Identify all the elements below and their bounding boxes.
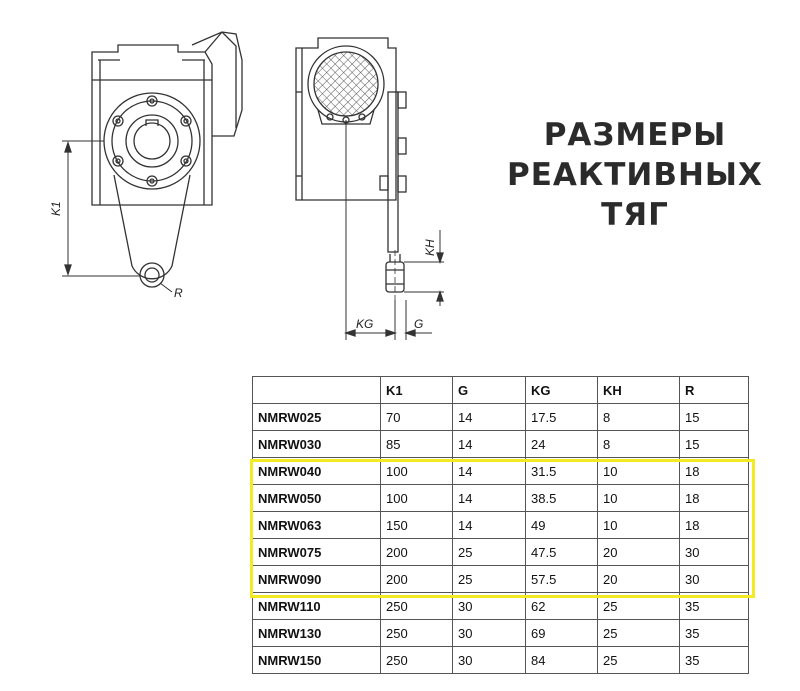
table-row — [253, 485, 749, 512]
table-cell: 70 — [381, 404, 453, 431]
table-row — [253, 620, 749, 647]
table-cell: 200 — [381, 539, 453, 566]
table-cell: 17.5 — [526, 404, 598, 431]
table-cell: 200 — [381, 566, 453, 593]
model-cell: NMRW040 — [253, 458, 381, 485]
model-cell: NMRW050 — [253, 485, 381, 512]
table-cell: 10 — [598, 485, 680, 512]
model-cell: NMRW075 — [253, 539, 381, 566]
table-cell: 14 — [453, 458, 526, 485]
table-cell: 18 — [680, 458, 749, 485]
table-cell: 250 — [381, 647, 453, 674]
table-cell: 62 — [526, 593, 598, 620]
table-cell: 30 — [453, 647, 526, 674]
header-cell: KG — [526, 377, 598, 404]
table-cell: 30 — [680, 539, 749, 566]
label-kh: KH — [423, 239, 437, 256]
table-cell: 14 — [453, 512, 526, 539]
title-line-1: РАЗМЕРЫ — [543, 117, 727, 153]
header-cell: KH — [598, 377, 680, 404]
table-row — [253, 458, 749, 485]
table-cell: 150 — [381, 512, 453, 539]
table-cell: 25 — [598, 647, 680, 674]
table-cell: 8 — [598, 431, 680, 458]
header-cell: R — [680, 377, 749, 404]
table-cell: 69 — [526, 620, 598, 647]
model-cell: NMRW150 — [253, 647, 381, 674]
title-line-2: РЕАКТИВНЫХ — [507, 157, 763, 193]
table-row — [253, 431, 749, 458]
table-row — [253, 593, 749, 620]
table-row — [253, 566, 749, 593]
table-cell: 30 — [680, 566, 749, 593]
table-row — [253, 512, 749, 539]
table-cell: 25 — [598, 620, 680, 647]
table-cell: 18 — [680, 512, 749, 539]
label-k1: K1 — [49, 201, 63, 216]
table-cell: 35 — [680, 593, 749, 620]
header-cell — [253, 377, 381, 404]
table-cell: 20 — [598, 566, 680, 593]
side-view — [296, 38, 444, 340]
table-cell: 250 — [381, 593, 453, 620]
table-cell: 24 — [526, 431, 598, 458]
table-cell: 25 — [453, 566, 526, 593]
table-cell: 35 — [680, 647, 749, 674]
table-cell: 15 — [680, 404, 749, 431]
table-header-row — [253, 377, 749, 404]
table-cell: 14 — [453, 404, 526, 431]
table-cell: 10 — [598, 512, 680, 539]
table-cell: 18 — [680, 485, 749, 512]
header-cell: G — [453, 377, 526, 404]
table-cell: 47.5 — [526, 539, 598, 566]
table-cell: 10 — [598, 458, 680, 485]
table-cell: 35 — [680, 620, 749, 647]
model-cell: NMRW090 — [253, 566, 381, 593]
dimensions-table — [252, 376, 749, 674]
front-view — [62, 32, 242, 292]
table-row — [253, 539, 749, 566]
model-cell: NMRW110 — [253, 593, 381, 620]
table-cell: 30 — [453, 620, 526, 647]
table-cell: 31.5 — [526, 458, 598, 485]
title-line-3: ТЯГ — [601, 197, 669, 233]
header-cell: K1 — [381, 377, 453, 404]
model-cell: NMRW063 — [253, 512, 381, 539]
table-cell: 84 — [526, 647, 598, 674]
table-row — [253, 647, 749, 674]
table-cell: 100 — [381, 458, 453, 485]
label-r: R — [174, 286, 183, 300]
table-cell: 85 — [381, 431, 453, 458]
model-cell: NMRW030 — [253, 431, 381, 458]
label-kg: KG — [356, 317, 374, 331]
table-cell: 14 — [453, 431, 526, 458]
page-title — [505, 115, 765, 235]
label-g: G — [414, 317, 424, 331]
table-cell: 25 — [453, 539, 526, 566]
table-cell: 49 — [526, 512, 598, 539]
table-cell: 20 — [598, 539, 680, 566]
table-cell: 250 — [381, 620, 453, 647]
table-cell: 15 — [680, 431, 749, 458]
table-cell: 30 — [453, 593, 526, 620]
table-cell: 100 — [381, 485, 453, 512]
table-cell: 8 — [598, 404, 680, 431]
table-cell: 14 — [453, 485, 526, 512]
table-cell: 57.5 — [526, 566, 598, 593]
table-row — [253, 404, 749, 431]
table-cell: 25 — [598, 593, 680, 620]
table-cell: 38.5 — [526, 485, 598, 512]
model-cell: NMRW025 — [253, 404, 381, 431]
model-cell: NMRW130 — [253, 620, 381, 647]
